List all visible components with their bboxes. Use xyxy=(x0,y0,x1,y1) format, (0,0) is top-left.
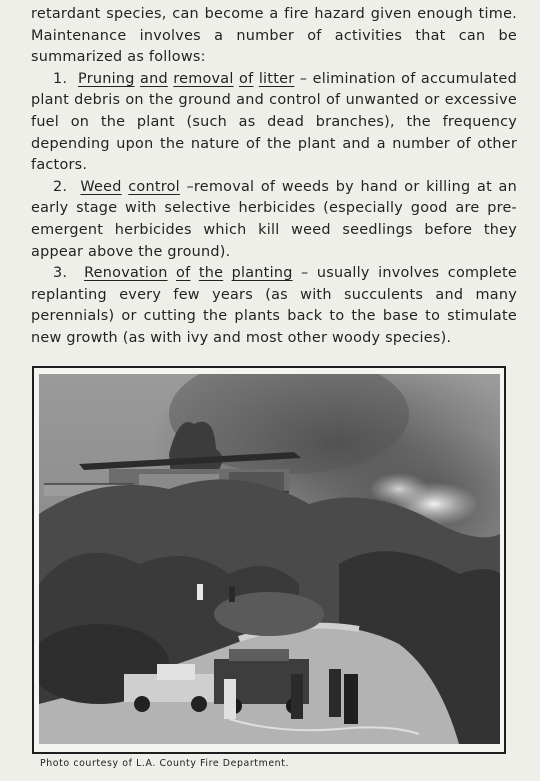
list-item-3 xyxy=(31,263,517,349)
item-body: – usually involves complete replanting every few years (as with succulents and many perennials) or cutting the plants back to the base to stimulate new growth (as with ivy and most other woody species). xyxy=(31,265,518,346)
item-title-word: litter xyxy=(258,70,295,87)
item-title-word: Renovation xyxy=(84,265,168,282)
photo-caption: Photo courtesy of L.A. County Fire Department. xyxy=(40,758,290,769)
item-body: –removal of weeds by hand or killing at an early stage with selective herbicides (especially good are pre-emergent herbicides which kill weed seedlings before they appear above the ground). xyxy=(31,178,517,260)
item-number: 3. xyxy=(53,265,68,282)
item-number: 2. xyxy=(53,178,68,195)
list-item-2 xyxy=(31,177,517,263)
list-item-1 xyxy=(31,69,517,177)
photo-frame xyxy=(32,366,506,754)
item-title-word: Weed xyxy=(80,178,122,195)
item-title-word: removal xyxy=(173,70,234,87)
item-title-word: of xyxy=(239,70,254,87)
item-body: – elimination of accumulated plant debris on the ground and control of unwanted or excessive fuel on the plant (such as dead branches), the frequency depending upon the nature of the plant and a number of other factors. xyxy=(31,70,518,174)
item-title-word: the xyxy=(198,265,224,282)
item-title-word: of xyxy=(176,265,191,282)
photo-illustration xyxy=(39,374,500,744)
item-title-word: control xyxy=(128,178,180,195)
item-title-word: planting xyxy=(231,265,293,282)
item-number: 1. xyxy=(53,70,68,87)
hillside-fire-photo xyxy=(39,374,500,744)
body-text xyxy=(31,4,517,350)
intro-paragraph: retardant species, can become a fire hazard given enough time. Maintenance involves a number of activities that can be summarized as follows: xyxy=(31,6,517,66)
item-title-word: Pruning xyxy=(78,70,135,87)
item-title-word: and xyxy=(140,70,168,87)
